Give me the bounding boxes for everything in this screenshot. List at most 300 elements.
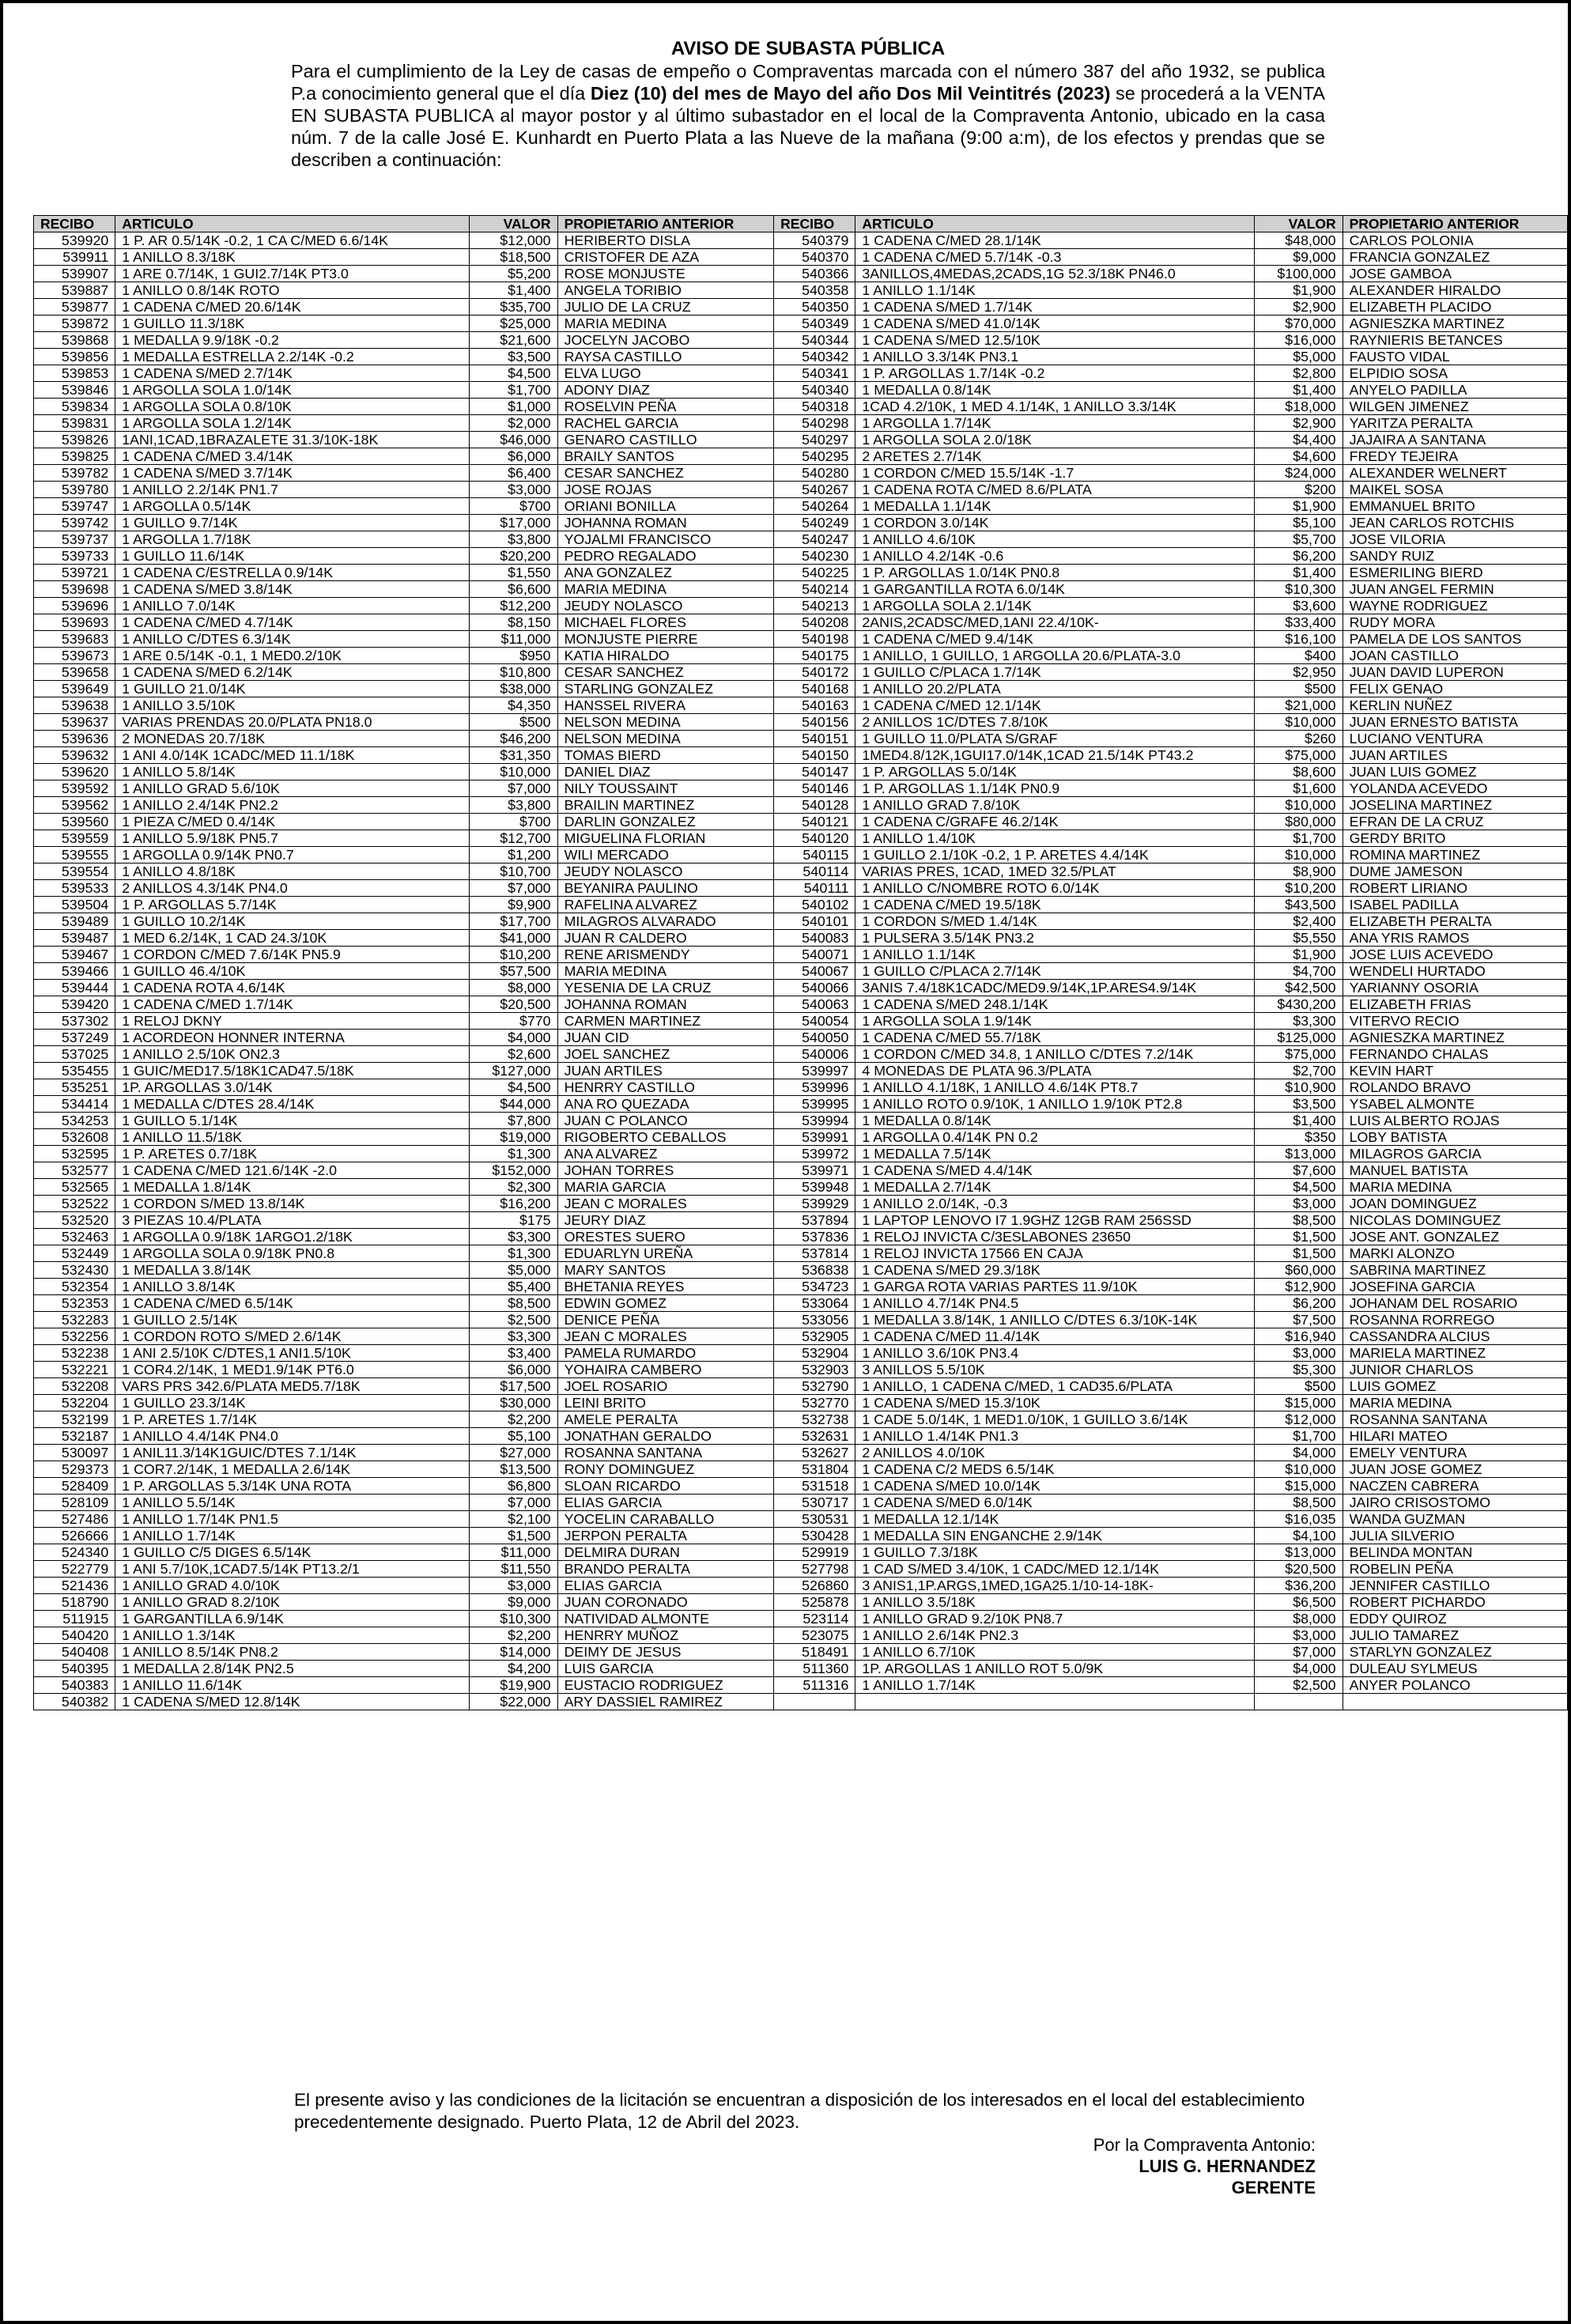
valor-cell: $5,100: [1255, 515, 1343, 531]
table-row: [34, 1644, 1568, 1661]
recibo-cell: 539698: [34, 581, 115, 598]
propietario-cell: BHETANIA REYES: [557, 1279, 774, 1295]
table-row: [34, 1146, 1568, 1162]
table-row: [34, 232, 1568, 249]
recibo-cell: 532463: [34, 1229, 115, 1245]
propietario-cell: JOEL ROSARIO: [557, 1378, 774, 1395]
propietario-cell: JOSE ANT. GONZALEZ: [1343, 1229, 1567, 1245]
table-row: [34, 399, 1568, 415]
articulo-cell: VARIAS PRES, 1CAD, 1MED 32.5/PLAT: [855, 863, 1255, 880]
valor-cell: $48,000: [1255, 232, 1343, 249]
valor-cell: $1,400: [470, 282, 557, 299]
propietario-cell: JULIA SILVERIO: [1343, 1528, 1567, 1544]
table-row: [34, 1445, 1568, 1461]
recibo-cell: 540247: [774, 531, 855, 548]
table-row: [34, 531, 1568, 548]
articulo-cell: 1 PULSERA 3.5/14K PN3.2: [855, 930, 1255, 947]
recibo-cell: 532608: [34, 1129, 115, 1146]
table-row: [34, 1279, 1568, 1295]
propietario-cell: TOMAS BIERD: [557, 747, 774, 764]
recibo-cell: 539696: [34, 598, 115, 614]
articulo-cell: 1 ANILLO 4.7/14K PN4.5: [855, 1295, 1255, 1312]
articulo-cell: 1 GUILLO 11.0/PLATA S/GRAF: [855, 731, 1255, 747]
articulo-cell: 1 ARE 0.7/14K, 1 GUI2.7/14K PT3.0: [115, 266, 470, 282]
valor-cell: $75,000: [1255, 747, 1343, 764]
articulo-cell: 1 CADENA S/MED 41.0/14K: [855, 316, 1255, 332]
propietario-cell: NELSON MEDINA: [557, 714, 774, 731]
recibo-cell: 539920: [34, 232, 115, 249]
recibo-cell: 540101: [774, 913, 855, 930]
articulo-cell: 1 CADENA S/MED 248.1/14K: [855, 996, 1255, 1013]
recibo-cell: 537836: [774, 1229, 855, 1245]
valor-cell: $13,000: [1255, 1146, 1343, 1162]
propietario-cell: ALEXANDER WELNERT: [1343, 465, 1567, 482]
recibo-cell: 540370: [774, 249, 855, 266]
valor-cell: $5,550: [1255, 930, 1343, 947]
valor-cell: $10,000: [470, 764, 557, 780]
signature-line: Por la Compraventa Antonio:: [1093, 2135, 1316, 2155]
articulo-cell: 1 ANILLO 6.7/10K: [855, 1644, 1255, 1661]
recibo-cell: 527486: [34, 1511, 115, 1528]
propietario-cell: MARIA MEDINA: [1343, 1395, 1567, 1411]
valor-cell: $10,700: [470, 863, 557, 880]
valor-cell: $38,000: [470, 681, 557, 697]
articulo-cell: 1 ARGOLLA 0.4/14K PN 0.2: [855, 1129, 1255, 1146]
recibo-cell: 536838: [774, 1262, 855, 1279]
table-row: [34, 963, 1568, 980]
table-row: [34, 282, 1568, 299]
articulo-cell: 1 CADENA C/MED 12.1/14K: [855, 697, 1255, 714]
table-row: [34, 797, 1568, 814]
recibo-cell: 539991: [774, 1129, 855, 1146]
recibo-cell: 540214: [774, 581, 855, 598]
propietario-cell: WENDELI HURTADO: [1343, 963, 1567, 980]
propietario-cell: MARIELA MARTINEZ: [1343, 1345, 1567, 1362]
propietario-cell: EMMANUEL BRITO: [1343, 498, 1567, 515]
table-row: [34, 299, 1568, 316]
recibo-cell: 539853: [34, 365, 115, 382]
propietario-cell: ELPIDIO SOSA: [1343, 365, 1567, 382]
table-row: [34, 1578, 1568, 1594]
recibo-cell: 537302: [34, 1013, 115, 1030]
propietario-cell: CASSANDRA ALCIUS: [1343, 1328, 1567, 1345]
propietario-cell: ORIANI BONILLA: [557, 498, 774, 515]
recibo-cell: 539856: [34, 349, 115, 365]
valor-cell: $2,900: [1255, 299, 1343, 316]
recibo-cell: 532631: [774, 1428, 855, 1445]
articulo-cell: 1 ARGOLLA SOLA 1.2/14K: [115, 415, 470, 432]
table-row: [34, 1063, 1568, 1079]
valor-cell: $1,200: [470, 847, 557, 863]
propietario-cell: FRANCIA GONZALEZ: [1343, 249, 1567, 266]
articulo-cell: 2 ANILLOS 4.0/10K: [855, 1445, 1255, 1461]
articulo-cell: 1 ARGOLLA SOLA 0.9/18K PN0.8: [115, 1245, 470, 1262]
articulo-cell: 1 CADE 5.0/14K, 1 MED1.0/10K, 1 GUILLO 3.6/14K: [855, 1411, 1255, 1428]
articulo-cell: 1 CADENA C/MED 55.7/18K: [855, 1030, 1255, 1046]
valor-cell: $7,500: [1255, 1312, 1343, 1328]
table-row: [34, 1594, 1568, 1611]
recibo-cell: 532738: [774, 1411, 855, 1428]
articulo-cell: 1 CAD S/MED 3.4/10K, 1 CADC/MED 12.1/14K: [855, 1561, 1255, 1578]
propietario-cell: EDWIN GOMEZ: [557, 1295, 774, 1312]
valor-cell: $8,000: [1255, 1611, 1343, 1627]
articulo-cell: 1 ANILLO ROTO 0.9/10K, 1 ANILLO 1.9/10K PT2.8: [855, 1096, 1255, 1113]
recibo-cell: 532627: [774, 1445, 855, 1461]
valor-cell: $21,600: [470, 332, 557, 349]
articulo-cell: 1 CADENA C/MED 28.1/14K: [855, 232, 1255, 249]
table-row: [34, 1511, 1568, 1528]
table-row: [34, 930, 1568, 947]
propietario-cell: YOHAIRA CAMBERO: [557, 1362, 774, 1378]
recibo-cell: 532256: [34, 1328, 115, 1345]
recibo-cell: 540151: [774, 731, 855, 747]
articulo-cell: 1 MEDALLA 0.8/14K: [855, 1113, 1255, 1129]
recibo-cell: 532520: [34, 1212, 115, 1229]
valor-cell: $1,600: [1255, 780, 1343, 797]
table-row: [34, 1262, 1568, 1279]
articulo-cell: 1 CORDON 3.0/14K: [855, 515, 1255, 531]
valor-cell: $8,500: [1255, 1495, 1343, 1511]
col-header-recibo-2: RECIBO: [774, 216, 855, 232]
valor-cell: $16,200: [470, 1196, 557, 1212]
articulo-cell: 1 ANILLO 1.4/10K: [855, 830, 1255, 847]
articulo-cell: 1P. ARGOLLAS 3.0/14K: [115, 1079, 470, 1096]
recibo-cell: 539466: [34, 963, 115, 980]
propietario-cell: MARIA MEDINA: [557, 316, 774, 332]
recibo-cell: 532790: [774, 1378, 855, 1395]
articulo-cell: 1 ANI 5.7/10K,1CAD7.5/14K PT13.2/1: [115, 1561, 470, 1578]
notice-header: [291, 38, 1325, 171]
articulo-cell: 1 CADENA S/MED 12.8/14K: [115, 1694, 470, 1710]
recibo-cell: 540168: [774, 681, 855, 697]
valor-cell: $1,500: [1255, 1229, 1343, 1245]
valor-cell: $4,200: [470, 1661, 557, 1677]
articulo-cell: 1 ANILLO 4.6/10K: [855, 531, 1255, 548]
propietario-cell: BELINDA MONTAN: [1343, 1544, 1567, 1561]
propietario-cell: ROLANDO BRAVO: [1343, 1079, 1567, 1096]
table-row: [34, 830, 1568, 847]
articulo-cell: 1 ANILLO GRAD 9.2/10K PN8.7: [855, 1611, 1255, 1627]
propietario-cell: MARIA MEDINA: [557, 963, 774, 980]
table-row: [34, 498, 1568, 515]
valor-cell: $80,000: [1255, 814, 1343, 830]
propietario-cell: RENE ARISMENDY: [557, 947, 774, 963]
propietario-cell: MARKI ALONZO: [1343, 1245, 1567, 1262]
articulo-cell: 1 CADENA S/MED 3.8/14K: [115, 581, 470, 598]
recibo-cell: 539649: [34, 681, 115, 697]
table-row: [34, 1013, 1568, 1030]
intro-date: Diez (10) del mes de Mayo del año Dos Mil Veintitrés (2023): [590, 83, 1111, 104]
articulo-cell: 1 ANILLO, 1 GUILLO, 1 ARGOLLA 20.6/PLATA-3.0: [855, 648, 1255, 664]
propietario-cell: JOEL SANCHEZ: [557, 1046, 774, 1063]
propietario-cell: KEVIN HART: [1343, 1063, 1567, 1079]
valor-cell: $43,500: [1255, 897, 1343, 913]
articulo-cell: 1 ANILLO 2.5/10K ON2.3: [115, 1046, 470, 1063]
recibo-cell: 540344: [774, 332, 855, 349]
articulo-cell: 1 ANILLO 2.2/14K PN1.7: [115, 482, 470, 498]
articulo-cell: 1 P. ARGOLLAS 5.0/14K: [855, 764, 1255, 780]
propietario-cell: MANUEL BATISTA: [1343, 1162, 1567, 1179]
recibo-cell: 537814: [774, 1245, 855, 1262]
propietario-cell: YOJALMI FRANCISCO: [557, 531, 774, 548]
valor-cell: $12,900: [1255, 1279, 1343, 1295]
table-row: [34, 548, 1568, 565]
recibo-cell: 523114: [774, 1611, 855, 1627]
recibo-cell: 523075: [774, 1627, 855, 1644]
recibo-cell: 539887: [34, 282, 115, 299]
recibo-cell: 540147: [774, 764, 855, 780]
recibo-cell: 528109: [34, 1495, 115, 1511]
recibo-cell: 540054: [774, 1013, 855, 1030]
articulo-cell: 1 GUILLO 2.1/10K -0.2, 1 P. ARETES 4.4/14K: [855, 847, 1255, 863]
valor-cell: $46,000: [470, 432, 557, 448]
valor-cell: $4,500: [470, 1079, 557, 1096]
propietario-cell: YARIANNY OSORIA: [1343, 980, 1567, 996]
recibo-cell: 540366: [774, 266, 855, 282]
articulo-cell: 1 COR7.2/14K, 1 MEDALLA 2.6/14K: [115, 1461, 470, 1478]
propietario-cell: JUAN CID: [557, 1030, 774, 1046]
valor-cell: $2,950: [1255, 664, 1343, 681]
recibo-cell: 518790: [34, 1594, 115, 1611]
propietario-cell: GENARO CASTILLO: [557, 432, 774, 448]
valor-cell: $4,500: [470, 365, 557, 382]
valor-cell: $21,000: [1255, 697, 1343, 714]
propietario-cell: STARLYN GONZALEZ: [1343, 1644, 1567, 1661]
propietario-cell: MAIKEL SOSA: [1343, 482, 1567, 498]
valor-cell: $44,000: [470, 1096, 557, 1113]
recibo-cell: 539637: [34, 714, 115, 731]
articulo-cell: 1 ARGOLLA SOLA 2.0/18K: [855, 432, 1255, 448]
articulo-cell: 2 ARETES 2.7/14K: [855, 448, 1255, 465]
recibo-cell: 540341: [774, 365, 855, 382]
articulo-cell: 1 GUILLO 21.0/14K: [115, 681, 470, 697]
propietario-cell: NACZEN CABRERA: [1343, 1478, 1567, 1495]
valor-cell: $10,200: [1255, 880, 1343, 897]
propietario-cell: ORESTES SUERO: [557, 1229, 774, 1245]
propietario-cell: MARIA MEDINA: [557, 581, 774, 598]
articulo-cell: 1 CADENA ROTA 4.6/14K: [115, 980, 470, 996]
valor-cell: $11,000: [470, 1544, 557, 1561]
valor-cell: $10,000: [1255, 1461, 1343, 1478]
recibo-cell: 518491: [774, 1644, 855, 1661]
articulo-cell: 1 ANILLO 4.1/18K, 1 ANILLO 4.6/14K PT8.7: [855, 1079, 1255, 1096]
articulo-cell: 1 CADENA C/MED 121.6/14K -2.0: [115, 1162, 470, 1179]
articulo-cell: 1 MEDALLA 2.7/14K: [855, 1179, 1255, 1196]
valor-cell: $7,800: [470, 1113, 557, 1129]
valor-cell: $950: [470, 648, 557, 664]
propietario-cell: MILAGROS GARCIA: [1343, 1146, 1567, 1162]
valor-cell: $12,200: [470, 598, 557, 614]
valor-cell: $2,600: [470, 1046, 557, 1063]
valor-cell: $8,600: [1255, 764, 1343, 780]
recibo-cell: 540213: [774, 598, 855, 614]
propietario-cell: ROSANNA SANTANA: [1343, 1411, 1567, 1428]
valor-cell: $12,000: [1255, 1411, 1343, 1428]
recibo-cell: 539972: [774, 1146, 855, 1162]
table-row: [34, 448, 1568, 465]
valor-cell: $1,550: [470, 565, 557, 581]
articulo-cell: 1 P. ARETES 1.7/14K: [115, 1411, 470, 1428]
recibo-cell: 540146: [774, 780, 855, 797]
table-row: [34, 664, 1568, 681]
propietario-cell: WAYNE RODRIGUEZ: [1343, 598, 1567, 614]
articulo-cell: 1 ANILLO 4.8/18K: [115, 863, 470, 880]
articulo-cell: 1 CADENA S/MED 3.7/14K: [115, 465, 470, 482]
propietario-cell: JOHAN TORRES: [557, 1162, 774, 1179]
propietario-cell: LOBY BATISTA: [1343, 1129, 1567, 1146]
recibo-cell: 540083: [774, 930, 855, 947]
valor-cell: $35,700: [470, 299, 557, 316]
recibo-cell: 532903: [774, 1362, 855, 1378]
articulo-cell: 1 CADENA C/MED 4.7/14K: [115, 614, 470, 631]
valor-cell: $1,700: [1255, 830, 1343, 847]
articulo-cell: 1 ANILLO 5.9/18K PN5.7: [115, 830, 470, 847]
propietario-cell: AMELE PERALTA: [557, 1411, 774, 1428]
articulo-cell: 1 ANIL11.3/14K1GUIC/DTES 7.1/14K: [115, 1445, 470, 1461]
valor-cell: $19,900: [470, 1677, 557, 1694]
articulo-cell: 1 ANILLO 8.5/14K PN8.2: [115, 1644, 470, 1661]
valor-cell: $1,500: [470, 1528, 557, 1544]
valor-cell: $17,700: [470, 913, 557, 930]
propietario-cell: YOLANDA ACEVEDO: [1343, 780, 1567, 797]
articulo-cell: 1 ANILLO 1.7/14K: [855, 1677, 1255, 1694]
articulo-cell: 1 MEDALLA 0.8/14K: [855, 382, 1255, 399]
recibo-cell: 529919: [774, 1544, 855, 1561]
recibo-cell: 532187: [34, 1428, 115, 1445]
recibo-cell: 540225: [774, 565, 855, 581]
valor-cell: $10,300: [1255, 581, 1343, 598]
table-row: [34, 1046, 1568, 1063]
valor-cell: $4,600: [1255, 448, 1343, 465]
propietario-cell: JOSE ROJAS: [557, 482, 774, 498]
articulo-cell: 1 ANILLO 11.6/14K: [115, 1677, 470, 1694]
articulo-cell: 2 ANILLOS 1C/DTES 7.8/10K: [855, 714, 1255, 731]
articulo-cell: 2 ANILLOS 4.3/14K PN4.0: [115, 880, 470, 897]
recibo-cell: 539907: [34, 266, 115, 282]
recibo-cell: 537249: [34, 1030, 115, 1046]
col-header-propietario: PROPIETARIO ANTERIOR: [557, 216, 774, 232]
recibo-cell: 539877: [34, 299, 115, 316]
valor-cell: $500: [1255, 1378, 1343, 1395]
propietario-cell: ANA YRIS RAMOS: [1343, 930, 1567, 947]
table-row: [34, 1378, 1568, 1395]
articulo-cell: 1 ANILLO 7.0/14K: [115, 598, 470, 614]
articulo-cell: 1 LAPTOP LENOVO I7 1.9GHZ 12GB RAM 256SSD: [855, 1212, 1255, 1229]
propietario-cell: BRAILIN MARTINEZ: [557, 797, 774, 814]
propietario-cell: RUDY MORA: [1343, 614, 1567, 631]
valor-cell: $1,400: [1255, 565, 1343, 581]
valor-cell: $12,700: [470, 830, 557, 847]
valor-cell: $100,000: [1255, 266, 1343, 282]
articulo-cell: 1 ARGOLLA 1.7/14K: [855, 415, 1255, 432]
intro-text-1: Para el cumplimiento de la Ley de casas de empeño o Compraventas marcada con el número 387 del año 1932, se publica P.a conocimiento general que el día: [291, 61, 1325, 104]
valor-cell: $6,600: [470, 581, 557, 598]
recibo-cell: 511316: [774, 1677, 855, 1694]
recibo-cell: 539996: [774, 1079, 855, 1096]
articulo-cell: 1 GUILLO 5.1/14K: [115, 1113, 470, 1129]
valor-cell: $60,000: [1255, 1262, 1343, 1279]
recibo-cell: 540280: [774, 465, 855, 482]
valor-cell: $6,200: [1255, 548, 1343, 565]
table-row: [34, 1627, 1568, 1644]
table-row: [34, 415, 1568, 432]
propietario-cell: CESAR SANCHEZ: [557, 465, 774, 482]
recibo-cell: 540230: [774, 548, 855, 565]
valor-cell: $12,000: [470, 232, 557, 249]
recibo-cell: 539780: [34, 482, 115, 498]
valor-cell: $1,400: [1255, 382, 1343, 399]
propietario-cell: RONY DOMINGUEZ: [557, 1461, 774, 1478]
table-row: [34, 1245, 1568, 1262]
valor-cell: $430,200: [1255, 996, 1343, 1013]
articulo-cell: 1 MED 6.2/14K, 1 CAD 24.3/10K: [115, 930, 470, 947]
valor-cell: $20,500: [1255, 1561, 1343, 1578]
table-header-row: [34, 216, 1568, 232]
table-row: [34, 714, 1568, 731]
propietario-cell: ELIAS GARCIA: [557, 1578, 774, 1594]
table-row: [34, 432, 1568, 448]
recibo-cell: 511360: [774, 1661, 855, 1677]
articulo-cell: 1 ANILLO 8.3/18K: [115, 249, 470, 266]
auction-table-container: [33, 215, 1568, 1710]
valor-cell: $30,000: [470, 1395, 557, 1411]
recibo-cell: 539721: [34, 565, 115, 581]
table-row: [34, 1528, 1568, 1544]
articulo-cell: 1 MEDALLA 1.8/14K: [115, 1179, 470, 1196]
propietario-cell: JONATHAN GERALDO: [557, 1428, 774, 1445]
recibo-cell: 539994: [774, 1113, 855, 1129]
articulo-cell: 1 CADENA C/MED 3.4/14K: [115, 448, 470, 465]
propietario-cell: ADONY DIAZ: [557, 382, 774, 399]
valor-cell: $3,000: [470, 1578, 557, 1594]
recibo-cell: 540071: [774, 947, 855, 963]
signatory-name: LUIS G. HERNANDEZ: [1139, 2156, 1316, 2176]
articulo-cell: 1 CADENA ROTA C/MED 8.6/PLATA: [855, 482, 1255, 498]
articulo-cell: 1 GUILLO 46.4/10K: [115, 963, 470, 980]
articulo-cell: 1 ANILLO 3.6/10K PN3.4: [855, 1345, 1255, 1362]
valor-cell: $22,000: [470, 1694, 557, 1710]
articulo-cell: 1 CADENA C/2 MEDS 6.5/14K: [855, 1461, 1255, 1478]
table-row: [34, 1395, 1568, 1411]
recibo-cell: 527798: [774, 1561, 855, 1578]
articulo-cell: 1 CADENA C/MED 19.5/18K: [855, 897, 1255, 913]
recibo-cell: 540006: [774, 1046, 855, 1063]
recibo-cell: 540050: [774, 1030, 855, 1046]
recibo-cell: 511915: [34, 1611, 115, 1627]
propietario-cell: NELSON MEDINA: [557, 731, 774, 747]
propietario-cell: YSABEL ALMONTE: [1343, 1096, 1567, 1113]
recibo-cell: 532577: [34, 1162, 115, 1179]
propietario-cell: EDDY QUIROZ: [1343, 1611, 1567, 1627]
articulo-cell: 1 CADENA S/MED 29.3/18K: [855, 1262, 1255, 1279]
valor-cell: $33,400: [1255, 614, 1343, 631]
propietario-cell: JOSE GAMBOA: [1343, 266, 1567, 282]
recibo-cell: 535251: [34, 1079, 115, 1096]
propietario-cell: ANA RO QUEZADA: [557, 1096, 774, 1113]
valor-cell: $19,000: [470, 1129, 557, 1146]
recibo-cell: 532904: [774, 1345, 855, 1362]
table-row: [34, 1461, 1568, 1478]
propietario-cell: [1343, 1694, 1567, 1710]
valor-cell: $127,000: [470, 1063, 557, 1079]
valor-cell: $7,000: [1255, 1644, 1343, 1661]
recibo-cell: 539825: [34, 448, 115, 465]
articulo-cell: 1 GARGANTILLA 6.9/14K: [115, 1611, 470, 1627]
recibo-cell: 539562: [34, 797, 115, 814]
propietario-cell: JUAN DAVID LUPERON: [1343, 664, 1567, 681]
articulo-cell: 1 ANILLO, 1 CADENA C/MED, 1 CAD35.6/PLATA: [855, 1378, 1255, 1395]
table-row: [34, 897, 1568, 913]
